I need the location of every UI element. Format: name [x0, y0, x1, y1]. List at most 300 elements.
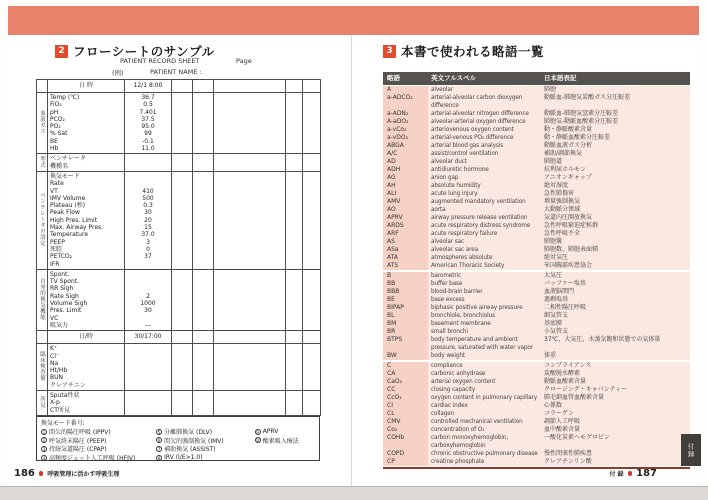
- japanese-cell: 肺胞: [541, 86, 690, 94]
- english-cell: compliance: [428, 362, 541, 370]
- english-cell: acute respiratory distress syndrome: [428, 222, 541, 230]
- row-label: Rate Sigh: [50, 292, 79, 300]
- abbr-cell: CC: [383, 386, 428, 394]
- japanese-cell: 小気管支: [541, 328, 690, 336]
- table-row: [383, 280, 690, 288]
- row-label: FiO₂: [50, 101, 62, 109]
- legend-item-text: 呼気終末陽圧 (PEEP): [49, 437, 107, 445]
- abbr-cell: AS: [383, 238, 428, 246]
- table-row: [383, 206, 690, 214]
- table-row: [383, 214, 690, 222]
- abbr-cell: ASa: [383, 246, 428, 254]
- english-cell: antidiuretic hormone: [428, 166, 541, 174]
- table-row: [383, 254, 690, 262]
- row-value: 95.0: [141, 123, 155, 131]
- table-row: [383, 272, 690, 280]
- japanese-cell: 大動脈分領域: [541, 206, 690, 214]
- table-row: [383, 230, 690, 238]
- japanese-cell: 動・静脈酸素含量: [541, 126, 690, 134]
- red-dot-icon: [39, 471, 44, 476]
- english-cell: collagen: [428, 410, 541, 418]
- legend-item: [255, 428, 315, 436]
- table-row: [383, 222, 690, 230]
- row-label: pH: [50, 108, 59, 116]
- row-value: [125, 271, 171, 278]
- abbreviation-table-header: [383, 72, 690, 85]
- red-dot-icon: [628, 471, 633, 476]
- japanese-cell: 絶対気圧: [541, 254, 690, 262]
- table-row: [383, 402, 690, 410]
- english-cell: alveolar sac area: [428, 246, 541, 254]
- abbr-cell: APRV: [383, 214, 428, 222]
- row-value: [125, 155, 171, 162]
- row-label: PCO₂: [50, 115, 65, 123]
- japanese-cell: 動脈血-肺胞気窒素分圧較差: [541, 110, 690, 118]
- english-cell: acute lung injury: [428, 190, 541, 198]
- japanese-cell: 補助/調節換気: [541, 150, 690, 158]
- english-cell: buffer base: [428, 280, 541, 288]
- row-label: PETCO₂: [50, 253, 73, 261]
- row-value: —: [145, 321, 151, 329]
- japanese-cell: 大気圧: [541, 272, 690, 280]
- legend-title: 換気モード番号:: [41, 420, 85, 427]
- row-value: 1000: [140, 300, 156, 308]
- japanese-cell: 肺胞数，肺胞表面積: [541, 246, 690, 254]
- row-value: 0.3: [143, 202, 153, 210]
- row-value: [125, 392, 171, 399]
- table-row: [383, 352, 690, 360]
- row-label: % Sat: [50, 130, 68, 138]
- table-row: [383, 190, 690, 198]
- section-number-badge: 2: [55, 45, 68, 58]
- table-section: [37, 154, 321, 172]
- table-row: [383, 166, 690, 174]
- table-row: [383, 304, 690, 312]
- row-label: K⁺: [50, 345, 58, 353]
- abbr-cell: CMV: [383, 418, 428, 426]
- table-row: [383, 386, 690, 394]
- section-category-label: 所見: [39, 395, 45, 408]
- english-cell: airway pressure release ventilation: [428, 214, 541, 222]
- row-label: Spont.: [50, 270, 70, 278]
- datetime-row: [37, 80, 321, 93]
- header-abbr: 略語: [387, 74, 400, 82]
- row-label: Pres. Limit: [50, 307, 82, 315]
- top-banner: [8, 6, 699, 35]
- english-cell: base excess: [428, 296, 541, 304]
- english-cell: basement membrane: [428, 320, 541, 328]
- abbr-cell: ATA: [383, 254, 428, 262]
- legend-column: [255, 428, 315, 461]
- table-section: [37, 171, 321, 269]
- ventilation-mode-legend: [36, 416, 320, 461]
- table-row: [383, 370, 690, 378]
- english-cell: atmospheres absolute: [428, 254, 541, 262]
- legend-item: [41, 454, 156, 462]
- header-japanese: 日本語表記: [544, 74, 577, 82]
- row-value: [125, 278, 171, 285]
- patient-name-label: PATIENT NAME :: [150, 68, 202, 76]
- row-label: 換気モード: [50, 172, 80, 180]
- circled-number-icon: 4: [42, 455, 46, 461]
- left-page-title: フローシートのサンプル: [73, 44, 215, 59]
- japanese-cell: 血液脳関門: [541, 288, 690, 296]
- abbreviation-group: [383, 86, 690, 270]
- english-cell: body weight: [428, 352, 541, 360]
- abbr-cell: AMV: [383, 198, 428, 206]
- row-value: 37.0: [141, 231, 155, 239]
- row-value: [125, 315, 171, 322]
- row-label: VC: [50, 314, 59, 322]
- table-section: [37, 269, 321, 330]
- legend-item-text: APRV: [262, 428, 279, 436]
- row-label: IMV Volume: [50, 194, 86, 202]
- row-value: 15: [144, 224, 152, 232]
- japanese-cell: 体重: [541, 352, 690, 360]
- abbr-cell: CaO₂: [383, 378, 428, 386]
- header-english: 英文フルスペル: [431, 74, 477, 82]
- row-value: [125, 180, 171, 187]
- table-row: [383, 320, 690, 328]
- row-value: 11.0: [141, 145, 155, 153]
- abbr-cell: ATS: [383, 262, 428, 270]
- english-cell: alveolar duct: [428, 158, 541, 166]
- row-label: Plateau (秒): [50, 202, 86, 210]
- datetime-row-2: [37, 331, 321, 344]
- circled-number-icon: 6: [157, 438, 161, 444]
- legend-item-text: 高頻度ジェット人工呼吸 (HFJV): [49, 455, 136, 463]
- abbr-cell: A-aDO₂: [383, 118, 428, 126]
- abbr-cell: BL: [383, 312, 428, 320]
- example-label: (例): [112, 69, 124, 77]
- book-pages: [8, 35, 699, 487]
- abbr-cell: ARF: [383, 230, 428, 238]
- abbr-cell: CI: [383, 402, 428, 410]
- japanese-cell: 急性肺傷害: [541, 190, 690, 198]
- table-row: [383, 296, 690, 304]
- english-cell: controlled mechanical ventilation: [428, 418, 541, 426]
- page-gutter: [351, 35, 352, 487]
- appendix-tab: [681, 434, 701, 466]
- japanese-cell: 動脈血-肺胞気炭酸ガス分圧較差: [541, 94, 690, 110]
- circled-number-icon: 3: [42, 446, 46, 452]
- abbr-cell: CcO₂: [383, 394, 428, 402]
- japanese-cell: 炭酸脱水酵素: [541, 370, 690, 378]
- section-category-label: 血液ガス: [39, 110, 45, 135]
- row-value: [125, 345, 171, 352]
- row-label: Rate: [50, 180, 64, 188]
- abbr-cell: B: [383, 272, 428, 280]
- japanese-cell: アニオンギャップ: [541, 174, 690, 182]
- english-cell: cardiac index: [428, 402, 541, 410]
- legend-item-text: 間欠的強制換気 (IMV): [164, 437, 224, 445]
- english-cell: alveolar: [428, 86, 541, 94]
- abbr-cell: AD: [383, 158, 428, 166]
- abbr-cell: C: [383, 362, 428, 370]
- japanese-cell: 37℃，大気圧，水蒸気飽和状態での気体量: [541, 336, 690, 352]
- datetime-label: 日 時: [48, 80, 125, 93]
- abbr-cell: BE: [383, 296, 428, 304]
- table-row: [383, 262, 690, 270]
- patient-record-sheet-label: PATIENT RECORD SHEET: [120, 57, 200, 65]
- row-value: [125, 173, 171, 180]
- row-value: [125, 353, 171, 360]
- row-value: 500: [142, 194, 154, 202]
- abbr-cell: A/C: [383, 150, 428, 158]
- row-label: X-p: [50, 399, 60, 407]
- abbr-cell: BM: [383, 320, 428, 328]
- row-value: 0.5: [143, 101, 153, 109]
- japanese-cell: 血中酸素含量: [541, 426, 690, 434]
- japanese-cell: クロージング・キャパシティー: [541, 386, 690, 394]
- english-cell: alveolar sac: [428, 238, 541, 246]
- japanese-cell: 動脈血酸素含量: [541, 378, 690, 386]
- table-row: [383, 328, 690, 336]
- english-cell: arterial-alveolar nitrogen difference: [428, 110, 541, 118]
- table-row: [383, 158, 690, 166]
- legend-item: [41, 437, 156, 445]
- row-label: Sputa性状: [50, 391, 80, 399]
- row-value: [125, 285, 171, 292]
- english-cell: arteriovenous oxygen content: [428, 126, 541, 134]
- row-label: クレアチニン: [50, 381, 86, 389]
- row-label: High Pres. Limit: [50, 216, 98, 224]
- japanese-cell: 急性呼吸窮迫症候群: [541, 222, 690, 230]
- flow-sheet-table: [36, 79, 321, 416]
- table-row: [383, 142, 690, 150]
- right-page-title: 本書で使われる略語一覧: [401, 44, 545, 59]
- english-cell: concentration of O₂: [428, 426, 541, 434]
- row-label: PO₂: [50, 123, 61, 131]
- abbr-cell: CA: [383, 370, 428, 378]
- table-row: [383, 288, 690, 296]
- section-category-label: 自発的換気機能: [39, 278, 45, 321]
- legend-item-text: 間欠的陽圧呼吸 (IPPV): [49, 429, 111, 437]
- table-row: [383, 426, 690, 434]
- english-cell: chronic obstructive pulmonary disease: [428, 450, 541, 458]
- english-cell: oxygen content in pulmonary capillary: [428, 394, 541, 402]
- row-value: [125, 367, 171, 374]
- row-value: 37: [144, 253, 152, 261]
- table-section: [37, 390, 321, 415]
- table-row: [383, 312, 690, 320]
- row-label: Temp (℃): [50, 94, 80, 101]
- row-value: [125, 399, 171, 406]
- table-row: [383, 198, 690, 206]
- row-value: [125, 360, 171, 367]
- abbr-cell: BW: [383, 352, 428, 360]
- page-field-label: Page: [236, 57, 252, 65]
- row-label: Volume Sigh: [50, 300, 88, 308]
- table-row: [383, 394, 690, 402]
- table-row: [383, 378, 690, 386]
- english-cell: blood-brain barrier: [428, 288, 541, 296]
- datetime-label: 日/時: [48, 331, 125, 344]
- table-row: [383, 126, 690, 134]
- english-cell: arterial-alveolar carbon dioxygen difference: [428, 94, 541, 110]
- japanese-cell: 二相性陽圧呼吸: [541, 304, 690, 312]
- legend-item-text: 酸素吸入療法: [262, 437, 299, 445]
- english-cell: bronchiole, bronchiolus: [428, 312, 541, 320]
- abbr-cell: CP: [383, 458, 428, 466]
- table-section: [37, 93, 321, 154]
- circled-number-icon: 1: [42, 429, 46, 435]
- row-label: Ht/Hb: [50, 367, 68, 375]
- abbr-cell: CL: [383, 410, 428, 418]
- row-value: 36.7: [141, 94, 155, 101]
- abbr-cell: BR: [383, 328, 428, 336]
- row-label: BUN: [50, 374, 63, 382]
- japanese-cell: 抗利尿ホルモン: [541, 166, 690, 174]
- abbreviation-group: [383, 272, 690, 360]
- legend-item: [41, 428, 156, 436]
- table-section: [37, 344, 321, 391]
- japanese-cell: 増量強制換気: [541, 198, 690, 206]
- english-cell: augmented mandatory ventilation: [428, 198, 541, 206]
- abbr-cell: AH: [383, 182, 428, 190]
- table-row: [383, 410, 690, 418]
- row-value: [125, 163, 171, 170]
- row-value: 30: [144, 209, 152, 217]
- table-row: [383, 182, 690, 190]
- legend-item-text: 持続気道陽圧 (CPAP): [49, 446, 107, 454]
- japanese-cell: 細気管支: [541, 312, 690, 320]
- english-cell: acute respiratory failure: [428, 230, 541, 238]
- row-value: 3: [146, 238, 150, 246]
- table-row: [383, 246, 690, 254]
- table-row: [383, 336, 690, 352]
- legend-item-text: 分離肺換気 (DLV): [164, 429, 213, 437]
- row-label: PEEP: [50, 238, 65, 246]
- legend-item-text: 補助換気 (ASSIST): [164, 446, 216, 454]
- row-value: 99: [144, 130, 152, 138]
- english-cell: arterial oxygen content: [428, 378, 541, 386]
- circled-number-icon: 7: [157, 446, 161, 452]
- desk-background: [0, 486, 708, 500]
- right-page-number: 187: [636, 468, 657, 479]
- abbreviation-group: [383, 362, 690, 466]
- left-page-footer: [14, 468, 119, 479]
- row-value: 410: [142, 187, 154, 195]
- japanese-cell: 過剰塩基: [541, 296, 690, 304]
- abbr-cell: AG: [383, 174, 428, 182]
- row-label: BE: [50, 137, 58, 145]
- japanese-cell: 動・静脈血酸素分圧較差: [541, 134, 690, 142]
- abbr-cell: COPD: [383, 450, 428, 458]
- circled-number-icon: 2: [42, 438, 46, 444]
- abbr-cell: ABGA: [383, 142, 428, 150]
- table-row: [383, 434, 690, 450]
- japanese-cell: 気道内圧開放換気: [541, 214, 690, 222]
- legend-column: [41, 428, 156, 461]
- section-number-badge: 3: [383, 45, 396, 58]
- japanese-cell: 絶対湿度: [541, 182, 690, 190]
- japanese-cell: 米国胸部疾患協会: [541, 262, 690, 270]
- section-category-label: ベンチレータの設定: [39, 192, 45, 247]
- japanese-cell: 肺胞道: [541, 158, 690, 166]
- table-row: [383, 150, 690, 158]
- row-label: 死腔: [50, 245, 63, 253]
- table-row: [383, 458, 690, 466]
- english-cell: body temperature and ambient pressure, saturated with water vapor: [428, 336, 541, 352]
- row-value: 37.5: [141, 115, 155, 123]
- japanese-cell: 肺胞囊: [541, 238, 690, 246]
- table-row: [383, 86, 690, 94]
- row-label: IFR: [50, 260, 60, 268]
- english-cell: anion gap: [428, 174, 541, 182]
- circled-number-icon: 10: [255, 438, 261, 444]
- english-cell: arterial blood gas analysis: [428, 142, 541, 150]
- english-cell: alveolar-arterial oxygen difference: [428, 118, 541, 126]
- japanese-cell: バッファー塩基: [541, 280, 690, 288]
- abbr-cell: BIPAP: [383, 304, 428, 312]
- japanese-cell: 一酸化炭素ヘモグロビン: [541, 434, 690, 450]
- legend-item: [156, 437, 255, 445]
- abbr-cell: ARDS: [383, 222, 428, 230]
- row-label: TV Spont.: [50, 278, 80, 286]
- legend-column: [156, 428, 255, 461]
- row-label: Na: [50, 359, 59, 367]
- legend-item: [156, 428, 255, 436]
- japanese-cell: コラーゲン: [541, 410, 690, 418]
- table-row: [383, 174, 690, 182]
- japanese-cell: 慢性閉塞性肺疾患: [541, 450, 690, 458]
- abbr-cell: a-ADN₂: [383, 110, 428, 118]
- english-cell: carbon monoxyhemoglobin, carboxyhemoglobin: [428, 434, 541, 450]
- english-cell: aorta: [428, 206, 541, 214]
- row-label: Max. Airway Pres.: [50, 224, 104, 232]
- appendix-footer-label: 付 録: [609, 471, 624, 478]
- english-cell: biphasic positive airway pressure: [428, 304, 541, 312]
- section-category-label: 臨床検査値: [39, 351, 45, 382]
- english-cell: small bronchi: [428, 328, 541, 336]
- english-cell: creatine phosphate: [428, 458, 541, 466]
- row-label: 機種名: [50, 162, 69, 170]
- table-row: [383, 118, 690, 126]
- legend-item-text: IRV (I/E>1.0): [164, 454, 203, 462]
- japanese-cell: 心係数: [541, 402, 690, 410]
- table-row: [383, 450, 690, 458]
- abbr-cell: BB: [383, 280, 428, 288]
- circled-number-icon: 9: [256, 429, 259, 435]
- table-row: [383, 94, 690, 110]
- abbr-cell: Co₂: [383, 426, 428, 434]
- legend-item: [255, 437, 315, 445]
- table-row: [383, 238, 690, 246]
- row-value: 0: [146, 245, 150, 253]
- datetime-value: 12/1 8:00: [125, 80, 172, 93]
- english-cell: assist/control ventilation: [428, 150, 541, 158]
- section-category-label: 型式: [39, 155, 45, 168]
- row-value: 30: [144, 307, 152, 315]
- japanese-cell: コンプライアンス: [541, 362, 690, 370]
- japanese-cell: 肺毛細血管血酸素含量: [541, 394, 690, 402]
- right-section-heading: [383, 42, 544, 60]
- legend-item: [41, 445, 156, 453]
- row-label: CT所見: [50, 406, 70, 414]
- legend-item: [156, 445, 255, 453]
- row-label: Peak Flow: [50, 209, 80, 217]
- abbr-cell: A: [383, 86, 428, 94]
- abbr-cell: a-ADCO₂: [383, 94, 428, 110]
- english-cell: American Thoracic Society: [428, 262, 541, 270]
- table-row: [383, 134, 690, 142]
- abbr-cell: COHb: [383, 434, 428, 450]
- right-page-footer: [610, 468, 657, 479]
- japanese-cell: 急性呼吸不全: [541, 230, 690, 238]
- english-cell: closing capacity: [428, 386, 541, 394]
- row-label: Cl⁻: [50, 352, 60, 360]
